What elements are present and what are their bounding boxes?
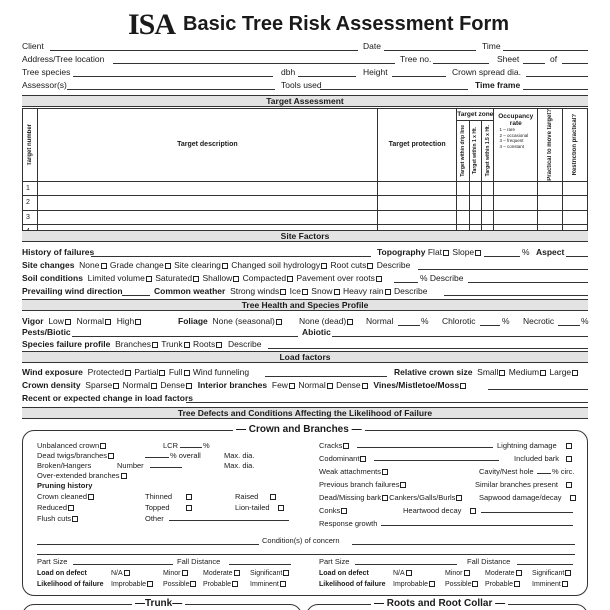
limited-volume-checkbox[interactable] bbox=[146, 276, 152, 282]
crown-spread-label: Crown spread dia. bbox=[452, 67, 521, 77]
abiotic-field[interactable] bbox=[332, 336, 588, 337]
dead-missing-bark-checkbox[interactable] bbox=[382, 495, 388, 501]
cracks-field[interactable] bbox=[357, 440, 493, 448]
codominant-field[interactable] bbox=[374, 453, 499, 461]
lightning-checkbox[interactable] bbox=[566, 443, 572, 449]
recent-change-label: Recent or expected change in load factors bbox=[22, 393, 193, 403]
thinned-checkbox[interactable] bbox=[186, 494, 192, 500]
assessors-field[interactable] bbox=[67, 89, 275, 90]
load-significant-checkbox[interactable] bbox=[283, 570, 289, 576]
weather-row: Common weather Strong winds Ice Snow Heavy rain Describe bbox=[154, 286, 428, 296]
crown-left-column: Unbalanced crown LCR % Dead twigs/branches % overall Max. dia. Broken/Hangers Number Max. dia. Over-extended branches Pruning history Crown cleaned Thinned Raised Reduced Topped Lion-tailed Flush cuts Other bbox=[37, 440, 297, 524]
tools-field[interactable] bbox=[320, 89, 468, 90]
sparse-checkbox[interactable] bbox=[113, 383, 119, 389]
broken-number-field[interactable] bbox=[150, 460, 182, 468]
cavity-circ-field[interactable] bbox=[537, 466, 551, 474]
flat-checkbox[interactable] bbox=[443, 250, 449, 256]
foliage-row: Foliage None (seasonal) bbox=[178, 316, 283, 326]
grade-change-checkbox[interactable] bbox=[165, 263, 171, 269]
date-field[interactable] bbox=[384, 50, 476, 51]
likelihood-improbable-checkbox-right[interactable] bbox=[429, 581, 435, 587]
large-checkbox[interactable] bbox=[572, 370, 578, 376]
unbalanced-checkbox[interactable] bbox=[100, 443, 106, 449]
likelihood-possible-checkbox-right[interactable] bbox=[472, 581, 478, 587]
aspect-field[interactable] bbox=[566, 256, 588, 257]
time-field[interactable] bbox=[503, 50, 588, 51]
vigor-low-checkbox[interactable] bbox=[65, 319, 71, 325]
likelihood-imminent-checkbox-right[interactable] bbox=[562, 581, 568, 587]
target-description-header: Target description bbox=[37, 109, 378, 182]
crown-right-column: Cracks Lightning damage Codominant Included bark Weak attachments Cavity/Nest hole % circ. Previous branch failures Similar branches present Dead/Missing bark Cankers/Galls/Burls Sapwood damage/decay Conks Heartwood decay Response growth bbox=[319, 441, 575, 528]
foliage-none-dead-checkbox[interactable] bbox=[347, 319, 353, 325]
load-moderate-checkbox[interactable] bbox=[234, 570, 240, 576]
foliage-normal-pct-field[interactable] bbox=[398, 325, 420, 326]
history-field[interactable] bbox=[91, 256, 371, 257]
load-minor-checkbox-right[interactable] bbox=[464, 570, 470, 576]
target-row[interactable]: 1 bbox=[23, 181, 588, 196]
fall-distance-field-right[interactable] bbox=[517, 556, 573, 565]
load-significant-checkbox-right[interactable] bbox=[565, 570, 571, 576]
soil-hydrology-checkbox[interactable] bbox=[321, 263, 327, 269]
tree-health-bar: Tree Health and Species Profile bbox=[22, 299, 588, 311]
zone-dripline-header: Target within drip line bbox=[459, 124, 466, 177]
condition-line-left[interactable] bbox=[37, 544, 259, 545]
occupancy-legend: 1 – rare 2 – occasional 3 – frequent 4 – constant bbox=[499, 127, 529, 149]
relative-crown-row: Relative crown size Small Medium Large bbox=[394, 367, 579, 377]
trunk-checkbox[interactable] bbox=[184, 342, 190, 348]
likelihood-possible-checkbox[interactable] bbox=[190, 581, 196, 587]
topography-group: Topography Flat Slope bbox=[377, 247, 482, 257]
vigor-row: Vigor Low Normal High bbox=[22, 316, 142, 326]
site-changes-describe-field[interactable] bbox=[418, 269, 588, 270]
zone-15x-header: Target within 1.5 x Ht. bbox=[484, 125, 491, 177]
foliage-normal: Normal bbox=[366, 316, 394, 326]
target-number-header: Target number bbox=[26, 124, 33, 166]
target-assessment-bar: Target Assessment bbox=[22, 95, 588, 107]
likelihood-probable-checkbox-right[interactable] bbox=[514, 581, 520, 587]
assessors-label: Assessor(s) bbox=[22, 80, 67, 90]
likelihood-improbable-checkbox[interactable] bbox=[147, 581, 153, 587]
foliage-dead: None (dead) bbox=[299, 316, 354, 326]
pavement-pct-field[interactable] bbox=[394, 282, 418, 283]
chlorotic-pct-field[interactable] bbox=[480, 325, 500, 326]
other-field[interactable] bbox=[169, 513, 289, 521]
heartwood-field[interactable] bbox=[481, 505, 573, 513]
time-frame-field[interactable] bbox=[523, 89, 588, 90]
slope-pct: % bbox=[522, 247, 530, 257]
lion-tailed-checkbox[interactable] bbox=[278, 505, 284, 511]
aspect-label: Aspect bbox=[536, 247, 565, 257]
few-checkbox[interactable] bbox=[289, 383, 295, 389]
slope-checkbox[interactable] bbox=[475, 250, 481, 256]
target-table bbox=[22, 108, 588, 240]
abiotic-label: Abiotic bbox=[302, 327, 331, 337]
wind-funneling-field[interactable] bbox=[265, 376, 387, 377]
target-row[interactable]: 3 bbox=[23, 210, 588, 225]
site-factors-bar: Site Factors bbox=[22, 230, 588, 242]
topped-checkbox[interactable] bbox=[186, 505, 192, 511]
crown-cleaned-checkbox[interactable] bbox=[88, 494, 94, 500]
codominant-checkbox[interactable] bbox=[360, 456, 366, 462]
isa-logo: ISA bbox=[128, 8, 176, 41]
roots-checkbox[interactable] bbox=[216, 342, 222, 348]
roots-title: — Roots and Root Collar — bbox=[371, 598, 508, 609]
fall-distance-field[interactable] bbox=[229, 556, 291, 565]
target-zone-header: Target zone bbox=[457, 109, 494, 121]
flush-cuts-checkbox[interactable] bbox=[72, 516, 78, 522]
pests-field[interactable] bbox=[72, 336, 298, 337]
likelihood-imminent-checkbox[interactable] bbox=[280, 581, 286, 587]
snow-checkbox[interactable] bbox=[334, 289, 340, 295]
sheet-field[interactable] bbox=[523, 63, 545, 64]
tree-no-field[interactable] bbox=[433, 63, 489, 64]
defects-bar: Tree Defects and Conditions Affecting the Likelihood of Failure bbox=[22, 407, 588, 419]
vines-field[interactable] bbox=[488, 389, 588, 390]
load-minor-checkbox[interactable] bbox=[182, 570, 188, 576]
protected-checkbox[interactable] bbox=[125, 370, 131, 376]
wind-direction-label: Prevailing wind direction bbox=[22, 286, 123, 296]
of-field[interactable] bbox=[562, 63, 588, 64]
client-field[interactable] bbox=[50, 50, 358, 51]
tools-label: Tools used bbox=[281, 80, 322, 90]
weak-attachments-checkbox[interactable] bbox=[382, 469, 388, 475]
normal-pct-sign: % bbox=[421, 316, 429, 326]
included-bark-checkbox[interactable] bbox=[566, 456, 572, 462]
strong-winds-checkbox[interactable] bbox=[280, 289, 286, 295]
lcr-field[interactable] bbox=[180, 440, 202, 448]
full-checkbox[interactable] bbox=[184, 370, 190, 376]
saturated-checkbox[interactable] bbox=[193, 276, 199, 282]
density-normal-checkbox[interactable] bbox=[151, 383, 157, 389]
heartwood-checkbox[interactable] bbox=[470, 508, 476, 514]
condition-line-2[interactable] bbox=[37, 554, 575, 555]
soil-row: Soil conditions Limited volume Saturated Shallow Compacted Pavement over roots bbox=[22, 273, 383, 283]
heavy-rain-checkbox[interactable] bbox=[385, 289, 391, 295]
crown-rating-left: Part Size Fall Distance Load on defect N/A Minor Moderate Significant Likelihood of failure Improbable Possible Probable Imminent bbox=[37, 556, 297, 590]
height-field[interactable] bbox=[392, 76, 446, 77]
vigor-high-checkbox[interactable] bbox=[135, 319, 141, 325]
profile-describe-field[interactable] bbox=[268, 348, 588, 349]
wind-exposure-row: Wind exposure Protected Partial Full Wind funneling bbox=[22, 367, 250, 377]
reduced-checkbox[interactable] bbox=[68, 505, 74, 511]
dbh-label: dbh bbox=[281, 67, 296, 77]
load-na-checkbox-right[interactable] bbox=[406, 570, 412, 576]
practical-move-header: Practical to move target? bbox=[547, 109, 554, 181]
chlorotic-label: Chlorotic bbox=[442, 316, 476, 326]
height-label: Height bbox=[363, 67, 388, 77]
date-label: Date bbox=[363, 41, 381, 51]
similar-branches-checkbox[interactable] bbox=[566, 482, 572, 488]
client-label: Client bbox=[22, 41, 44, 51]
crown-density-row: Crown density Sparse Normal Dense Interior branches Few Normal Dense Vines/Mistletoe/Moss bbox=[22, 380, 467, 390]
species-profile-row: Species failure profile Branches Trunk Roots Describe bbox=[22, 339, 262, 349]
zone-1x-header: Target within 1 x Ht. bbox=[472, 127, 479, 175]
trunk-title: —Trunk— bbox=[132, 598, 185, 609]
soil-describe-field[interactable] bbox=[468, 282, 588, 283]
prev-failures-checkbox[interactable] bbox=[400, 482, 406, 488]
raised-checkbox[interactable] bbox=[270, 494, 276, 500]
condition-label: Condition(s) of concern bbox=[262, 536, 340, 545]
cankers-checkbox[interactable] bbox=[456, 495, 462, 501]
likelihood-probable-checkbox[interactable] bbox=[232, 581, 238, 587]
site-changes-row: Site changes None Grade change Site clearing Changed soil hydrology Root cuts Describe bbox=[22, 260, 411, 270]
pavement-checkbox[interactable] bbox=[376, 276, 382, 282]
medium-checkbox[interactable] bbox=[540, 370, 546, 376]
load-moderate-checkbox-right[interactable] bbox=[516, 570, 522, 576]
crown-rating-right: Part Size Fall Distance Load on defect N/A Minor Moderate Significant Likelihood of failure Improbable Possible Probable Imminent bbox=[319, 556, 577, 590]
shallow-checkbox[interactable] bbox=[233, 276, 239, 282]
over-extended-checkbox[interactable] bbox=[121, 473, 127, 479]
address-field[interactable] bbox=[113, 63, 395, 64]
restriction-header: Restriction practical? bbox=[572, 114, 578, 176]
dense-checkbox[interactable] bbox=[186, 383, 192, 389]
compacted-checkbox[interactable] bbox=[287, 276, 293, 282]
slope-pct-field[interactable] bbox=[484, 256, 520, 257]
species-label: Tree species bbox=[22, 67, 71, 77]
small-checkbox[interactable] bbox=[499, 370, 505, 376]
address-label: Address/Tree location bbox=[22, 54, 105, 64]
necrotic-pct-field[interactable] bbox=[558, 325, 580, 326]
root-cuts-checkbox[interactable] bbox=[367, 263, 373, 269]
foliage-none-seasonal-checkbox[interactable] bbox=[276, 319, 282, 325]
cracks-checkbox[interactable] bbox=[343, 443, 349, 449]
wind-direction-field[interactable] bbox=[122, 295, 150, 296]
conks-checkbox[interactable] bbox=[341, 508, 347, 514]
occupancy-header: Occupancy rate 1 – rare 2 – occasional 3 – frequent 4 – constant bbox=[494, 109, 538, 182]
recent-change-field[interactable] bbox=[186, 402, 588, 403]
branches-checkbox[interactable] bbox=[152, 342, 158, 348]
ice-checkbox[interactable] bbox=[302, 289, 308, 295]
soil-describe-label: % Describe bbox=[420, 273, 464, 283]
sapwood-checkbox[interactable] bbox=[570, 495, 576, 501]
vigor-normal-checkbox[interactable] bbox=[105, 319, 111, 325]
time-label: Time bbox=[482, 41, 501, 51]
chlorotic-pct-sign: % bbox=[502, 316, 510, 326]
partial-checkbox[interactable] bbox=[159, 370, 165, 376]
condition-line-right[interactable] bbox=[352, 544, 575, 545]
target-protection-header: Target protection bbox=[378, 109, 457, 182]
load-factors-bar: Load factors bbox=[22, 351, 588, 363]
load-na-checkbox[interactable] bbox=[124, 570, 130, 576]
tree-no-label: Tree no. bbox=[400, 54, 432, 64]
form-title: Basic Tree Risk Assessment Form bbox=[183, 13, 510, 35]
necrotic-pct-sign: % bbox=[581, 316, 589, 326]
of-label: of bbox=[550, 54, 558, 64]
necrotic-label: Necrotic bbox=[523, 316, 555, 326]
interior-dense-checkbox[interactable] bbox=[362, 383, 368, 389]
vines-checkbox[interactable] bbox=[460, 383, 466, 389]
dead-twigs-checkbox[interactable] bbox=[108, 453, 114, 459]
sheet-label: Sheet bbox=[497, 54, 520, 64]
species-field[interactable] bbox=[73, 76, 273, 77]
weather-describe-field[interactable] bbox=[444, 295, 588, 296]
dead-twigs-pct-field[interactable] bbox=[145, 450, 169, 458]
crown-branches-title: — Crown and Branches — bbox=[233, 424, 365, 435]
target-row[interactable]: 2 bbox=[23, 196, 588, 211]
dbh-field[interactable] bbox=[298, 76, 356, 77]
site-clearing-checkbox[interactable] bbox=[222, 263, 228, 269]
part-size-field[interactable] bbox=[73, 556, 173, 565]
history-label: History of failures bbox=[22, 247, 95, 257]
none-checkbox[interactable] bbox=[101, 263, 107, 269]
interior-normal-checkbox[interactable] bbox=[327, 383, 333, 389]
response-growth-field[interactable] bbox=[381, 518, 573, 526]
time-frame-label: Time frame bbox=[475, 80, 521, 90]
part-size-field-right[interactable] bbox=[355, 556, 457, 565]
pests-label: Pests/Biotic bbox=[22, 327, 71, 337]
crown-spread-field[interactable] bbox=[526, 76, 588, 77]
